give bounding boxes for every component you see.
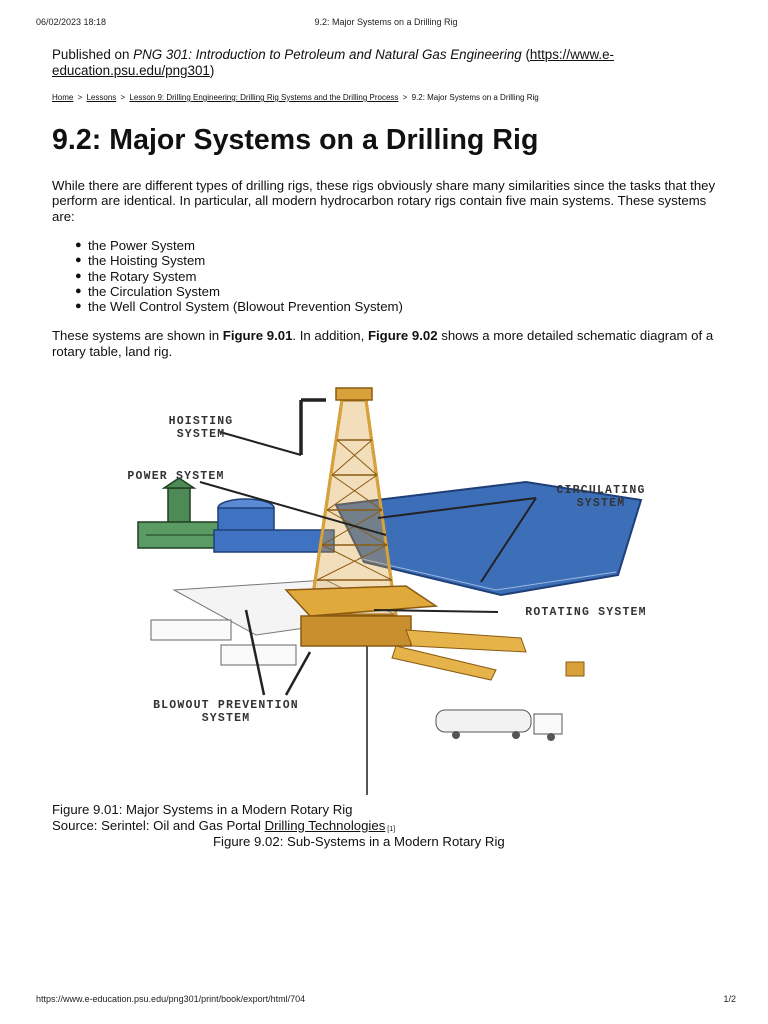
label-text: ROTATING SYSTEM [525, 606, 647, 619]
figures-text-2: . In addition, [292, 328, 368, 343]
print-header [36, 17, 736, 29]
systems-list [75, 238, 403, 315]
published-line [52, 47, 692, 79]
truck-tank [436, 710, 531, 732]
intro-paragraph: While there are different types of drilling rigs, these rigs obviously share many similarities since the tasks that they perform are identical. In particular, all modern hydrocarbon rotary rigs contain five main systems. These systems are: [52, 178, 716, 224]
footer-url: https://www.e-education.psu.edu/png301/print/book/export/html/704 [36, 994, 306, 1004]
wheel [512, 731, 520, 739]
breadcrumb-separator: > [402, 93, 408, 102]
source-link[interactable]: Drilling Technologies [264, 817, 386, 833]
label-text: HOISTING SYSTEM [168, 415, 234, 441]
caption-fig-9-01: Figure 9.01: Major Systems in a Modern Rotary Rig [52, 802, 353, 817]
list-item [75, 238, 403, 253]
course-name: PNG 301: Introduction to Petroleum and Natural Gas Engineering [133, 47, 522, 62]
bullet-icon: ● [75, 254, 82, 267]
breadcrumb-lessons[interactable]: Lessons [86, 93, 117, 102]
bullet-icon: ● [75, 284, 82, 297]
list-item [75, 299, 403, 315]
figure-ref-9-02: Figure 9.02 [367, 328, 438, 343]
wheel [452, 731, 460, 739]
label-text: POWER SYSTEM [127, 470, 225, 483]
figures-paragraph [52, 328, 722, 359]
tank-skid [214, 530, 334, 552]
list-item-text: the Rotary System [88, 268, 197, 284]
list-item [75, 253, 403, 269]
figure-9-01-drilling-rig-image [96, 370, 676, 800]
page-title: 9.2: Major Systems on a Drilling Rig [52, 124, 539, 156]
list-item-text: the Power System [88, 238, 196, 253]
bullet-icon: ● [75, 239, 82, 251]
list-item-text: the Hoisting System [88, 253, 206, 269]
figures-text-1: These systems are shown in [52, 328, 223, 343]
label-circulating-system [526, 484, 676, 510]
course-url-link[interactable]: https://www.e-education.psu.edu/png301 [52, 47, 614, 78]
breadcrumb [52, 93, 539, 103]
small-unit [566, 662, 584, 676]
caption-fig-9-02: Figure 9.02: Sub-Systems in a Modern Rotary Rig [213, 834, 505, 849]
breadcrumb-separator: > [77, 93, 83, 102]
figure-caption [52, 802, 395, 837]
catwalk [406, 630, 526, 652]
label-text: CIRCULATING SYSTEM [556, 484, 646, 510]
pipe-ramp [392, 646, 496, 680]
figure-ref-9-01: Figure 9.01 [222, 328, 293, 343]
label-hoisting-system [146, 415, 256, 441]
source-prefix: Source: Serintel: Oil and Gas Portal [52, 817, 265, 833]
pipe-rack-2 [221, 645, 296, 665]
breadcrumb-lesson-9[interactable]: Lesson 9: Drilling Engineering: Drilling Rig Systems and the Drilling Process [129, 93, 399, 102]
list-item-text: the Well Control System (Blowout Prevention System) [88, 299, 403, 315]
truck-cab [534, 714, 562, 734]
published-close-paren: ) [209, 63, 215, 78]
page-number: 1/2 [723, 994, 736, 1004]
breadcrumb-home[interactable]: Home [52, 93, 74, 102]
published-prefix: Published on [52, 47, 134, 62]
list-item-text: the Circulation System [88, 283, 220, 299]
published-open-paren: ( [521, 47, 530, 62]
breadcrumb-current: 9.2: Major Systems on a Drilling Rig [411, 93, 539, 102]
print-footer [36, 994, 736, 1004]
breadcrumb-separator: > [120, 93, 126, 102]
figures-text-3: shows a more detailed schematic diagram of a rotary table, land rig. [52, 328, 714, 359]
footnote-ref[interactable]: [1] [387, 825, 396, 833]
list-item [75, 283, 403, 299]
list-item [75, 268, 403, 284]
wheel [547, 733, 555, 741]
bullet-icon: ● [75, 269, 82, 282]
print-date: 06/02/2023 18:18 [36, 17, 107, 27]
bullet-icon: ● [75, 300, 82, 313]
label-blowout-prevention-system [106, 699, 346, 725]
substructure [301, 616, 411, 646]
print-page-title: 9.2: Major Systems on a Drilling Rig [314, 17, 458, 27]
label-rotating-system [496, 606, 676, 619]
label-power-system [96, 470, 256, 483]
pipe-rack [151, 620, 231, 640]
label-text: BLOWOUT PREVENTION SYSTEM [153, 699, 299, 725]
